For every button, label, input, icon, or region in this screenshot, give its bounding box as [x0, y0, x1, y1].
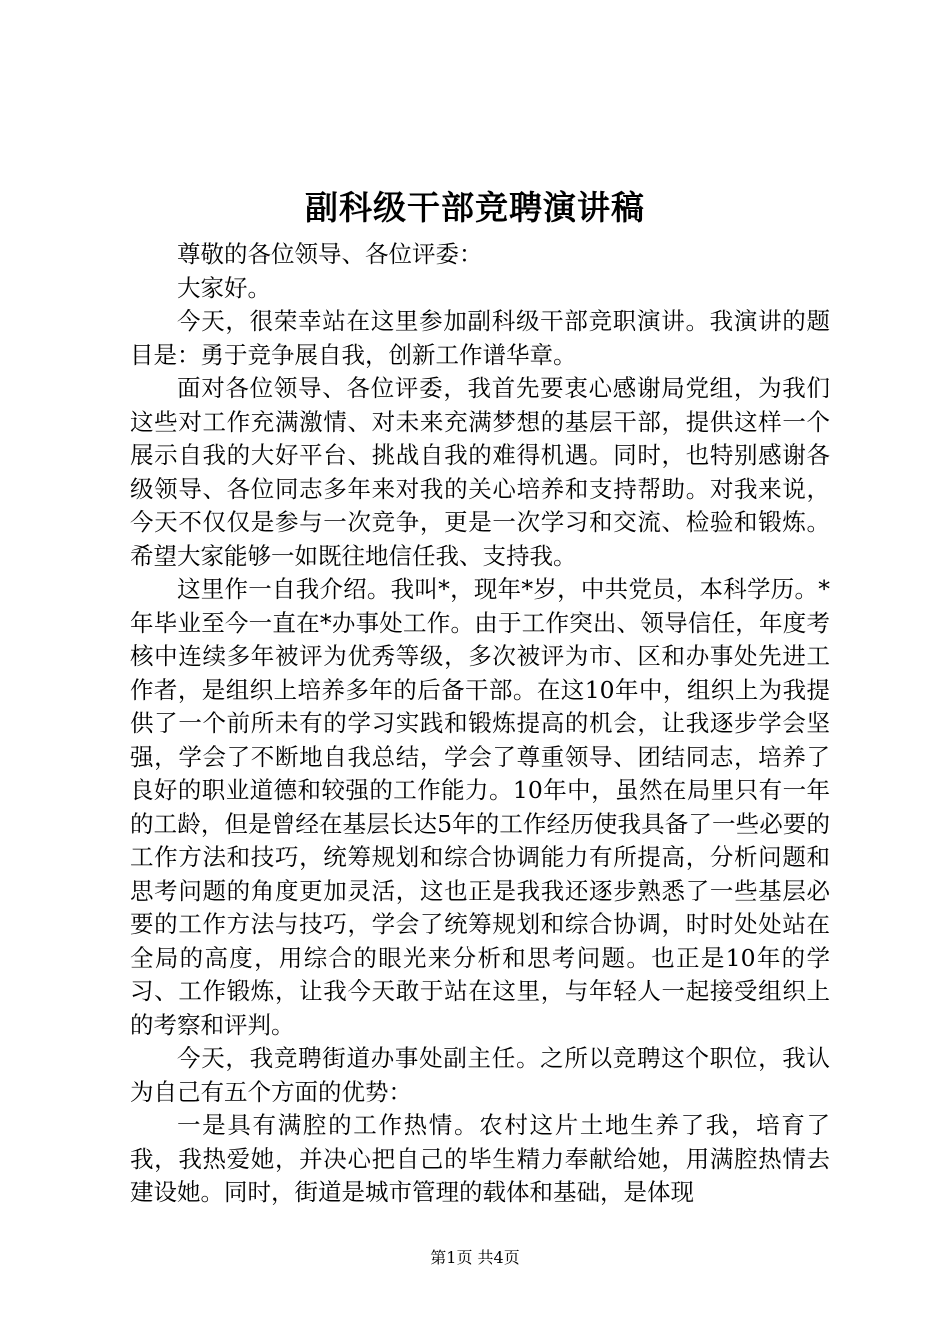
paragraph-thanks: 面对各位领导、各位评委，我首先要衷心感谢局党组，为我们这些对工作充满激情、对未来充满梦想的基层干部，提供这样一个展示自我的大好平台、挑战自我的难得机遇。同时，也特别感谢各级领导、各位同志多年来对我的关心培养和支持帮助。对我来说，今天不仅仅是参与一次竞争，更是一次学习和交流、检验和锻炼。希望大家能够一如既往地信任我、支持我。	[130, 374, 830, 570]
document-body	[130, 238, 830, 1210]
page-footer: 第1页 共4页	[430, 1248, 520, 1267]
salutation: 尊敬的各位领导、各位评委：	[177, 240, 483, 268]
greeting: 大家好。	[177, 273, 271, 302]
document-title: 副科级干部竞聘演讲稿	[305, 188, 645, 227]
paragraph-intro: 今天，很荣幸站在这里参加副科级干部竞职演讲。我演讲的题目是：勇于竞争展自我，创新工作谱华章。	[130, 307, 830, 369]
paragraph-advantage-one: 一是具有满腔的工作热情。农村这片土地生养了我，培育了我，我热爱她，并决心把自己的毕生精力奉献给她，用满腔热情去建设她。同时，街道是城市管理的载体和基础，是体现	[130, 1111, 830, 1206]
paragraph-self-introduction: 这里作一自我介绍。我叫*，现年*岁，中共党员，本科学历。*年毕业至今一直在*办事处工作。由于工作突出、领导信任，年度考核中连续多年被评为优秀等级，多次被评为市、区和办事处先进工作者，是组织上培养多年的后备干部。在这10年中，组织上为我提供了一个前所未有的学习实践和锻炼提高的机会，让我逐步学会坚强，学会了不断地自我总结，学会了尊重领导、团结同志，培养了良好的职业道德和较强的工作能力。10年中，虽然在局里只有一年的工龄，但是曾经在基层长达5年的工作经历使我具备了一些必要的工作方法和技巧，统筹规划和综合协调能力有所提高，分析问题和思考问题的角度更加灵活，这也正是我我还逐步熟悉了一些基层必要的工作方法与技巧，学会了统筹规划和综合协调，时时处处站在全局的高度，用综合的眼光来分析和思考问题。也正是10年的学习、工作锻炼，让我今天敢于站在这里，与年轻人一起接受组织上的考察和评判。	[130, 575, 830, 1039]
paragraph-position: 今天，我竞聘街道办事处副主任。之所以竞聘这个职位，我认为自己有五个方面的优势：	[130, 1044, 830, 1106]
